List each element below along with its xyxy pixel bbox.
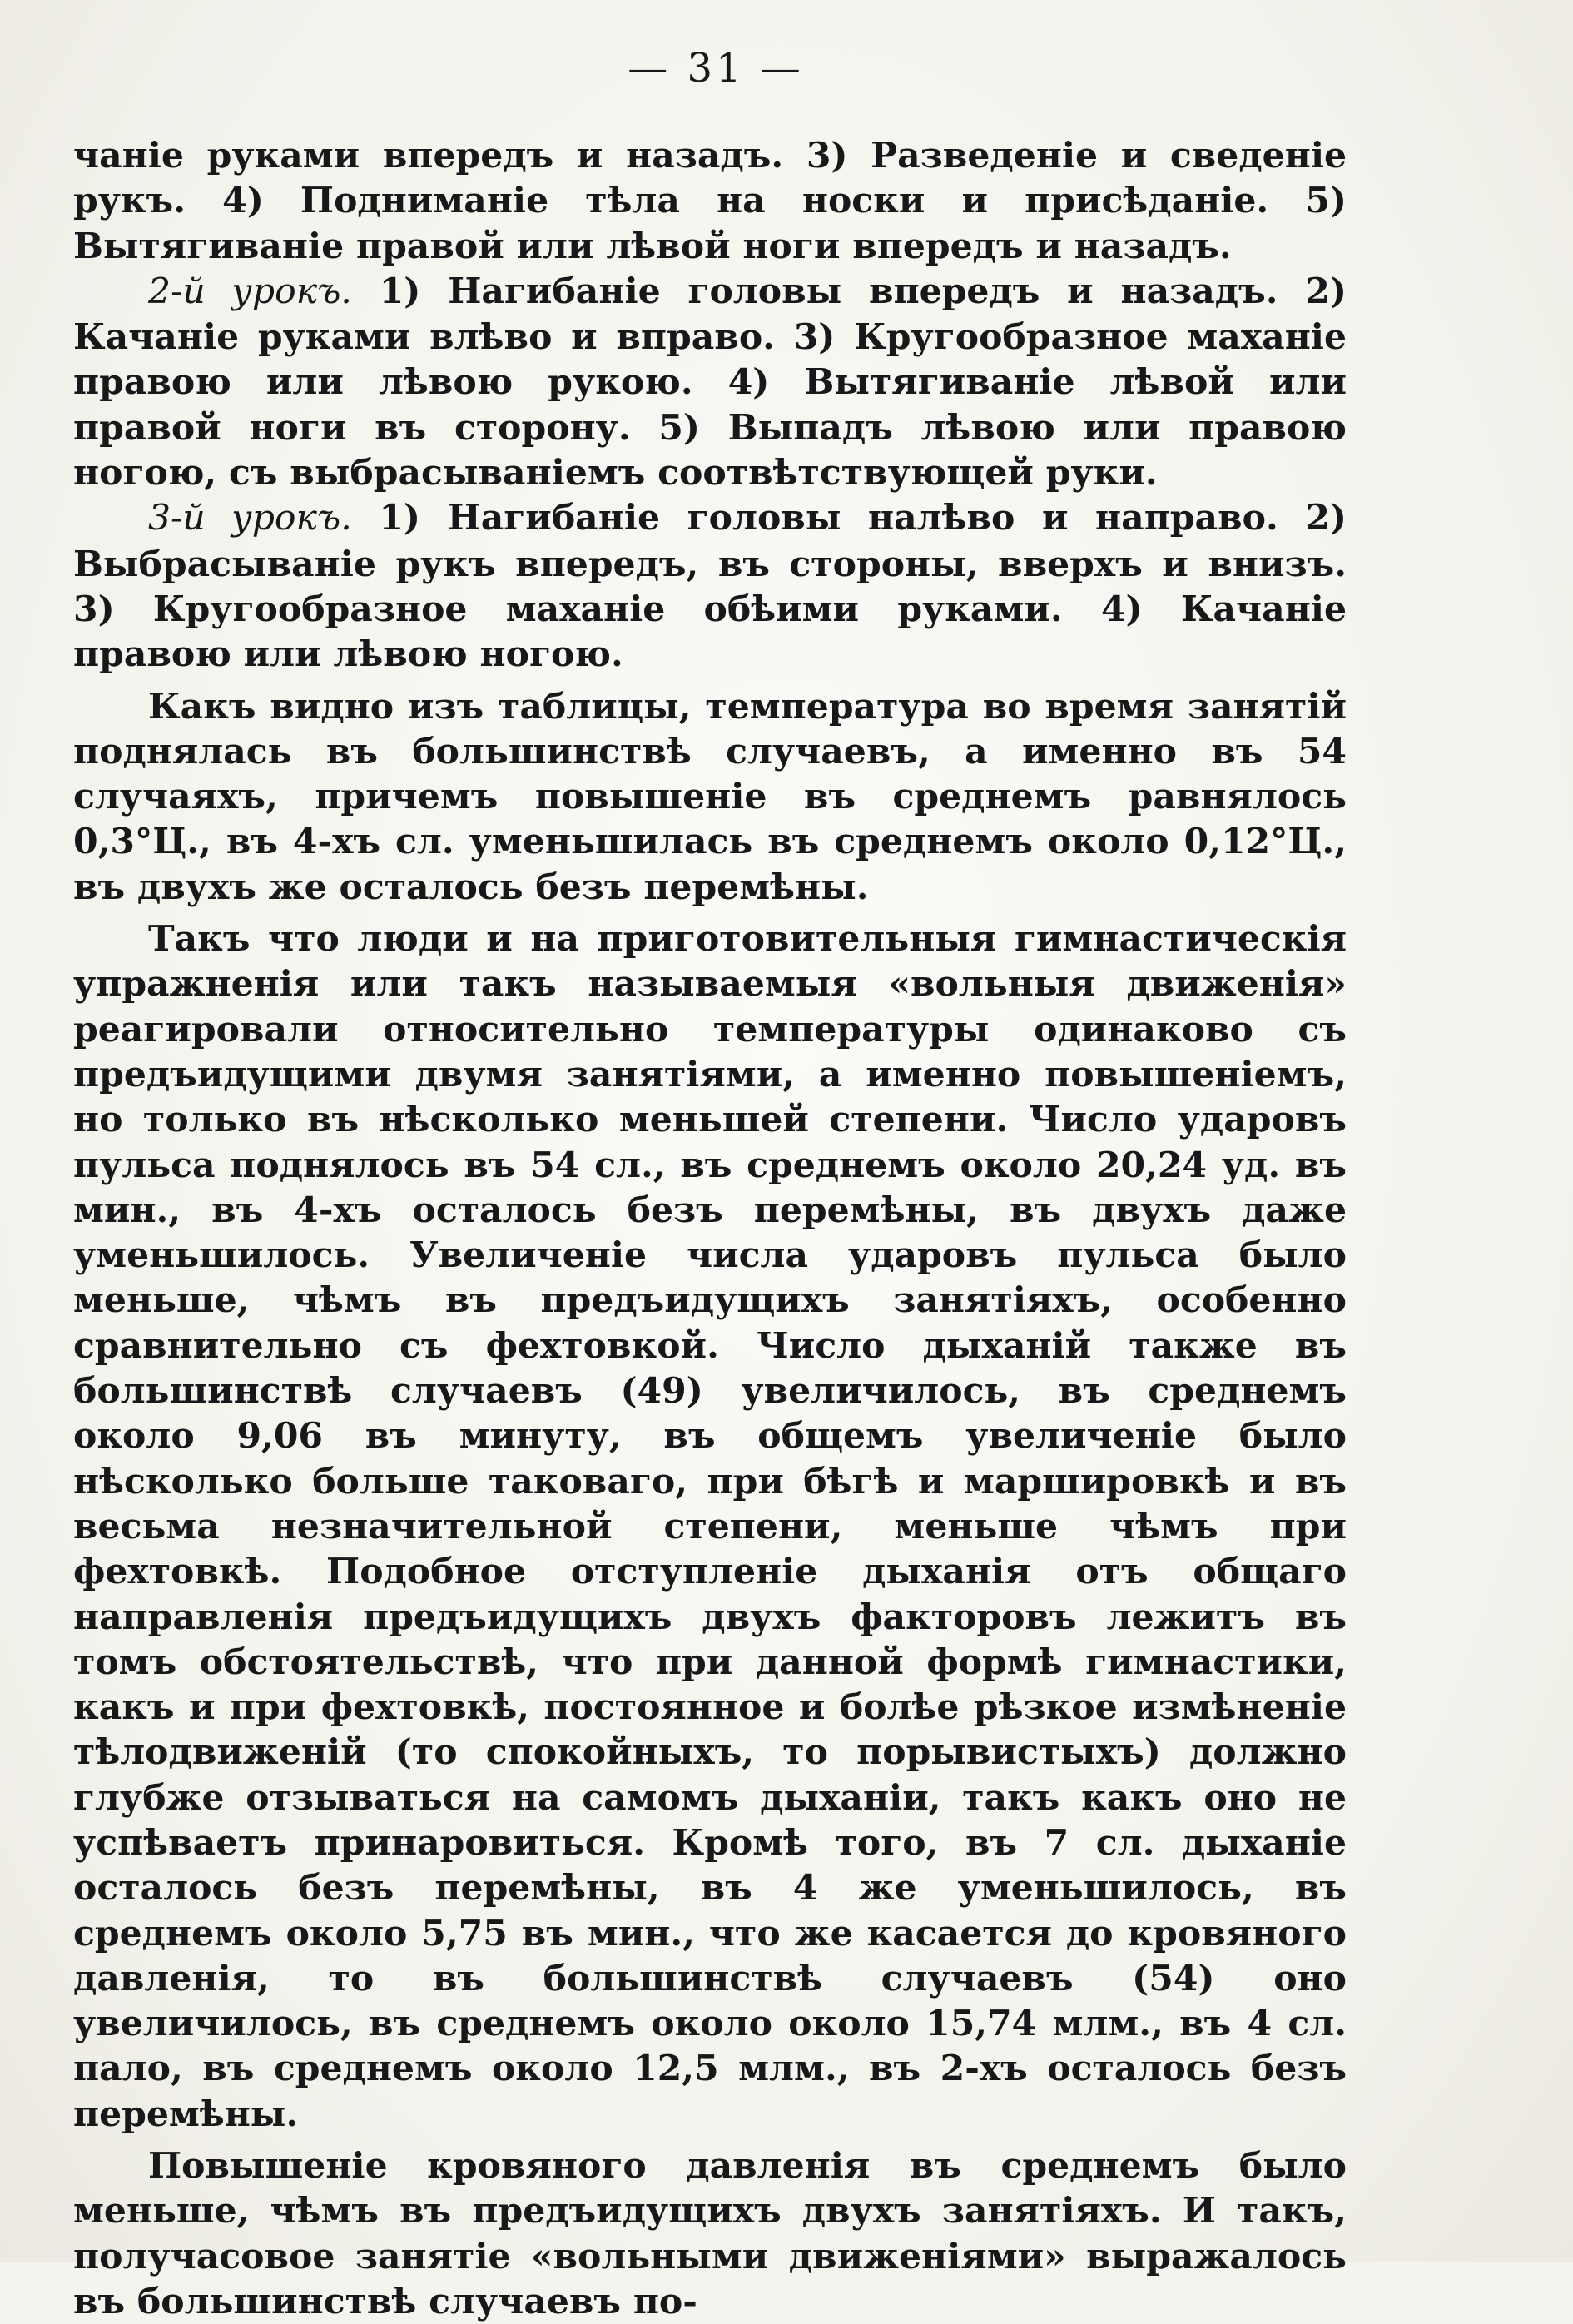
lesson-title: 2-й урокъ. [148,271,352,312]
paragraph-text: Такъ что люди и на приготовительныя гимнастическія упражненія или такъ называемыя «вольныя движенія» реагировали относительно температуры одинаково съ предъидущими двумя занятіями, а именно повышеніемъ, но только въ нѣсколько меньшей степени. Число ударовъ пульса поднялось въ 54 сл., въ среднемъ около 20,24 уд. въ мин., въ 4-хъ осталось безъ перемѣны, въ двухъ даже уменьшилось. Увеличеніе числа ударовъ пульса было меньше, чѣмъ въ предъидущихъ занятіяхъ, особенно сравнительно съ фехтовкой. Число дыханій также въ большинствѣ случаевъ (49) увеличилось, въ среднемъ около 9,06 въ минуту, въ общемъ увеличеніе было нѣсколько больше таковаго, при бѣгѣ и маршировкѣ и въ весьма незначительной степени, меньше чѣмъ при фехтовкѣ. Подобное отступленіе дыханія отъ общаго направленія предъидущихъ двухъ факторовъ лежитъ въ томъ обстоятельствѣ, что при данной формѣ гимнастики, какъ и при фехтовкѣ, постоянное и болѣе рѣзкое измѣненіе тѣлодвиженій (то спокойныхъ, то порывистыхъ) должно глубже отзываться на самомъ дыханіи, такъ какъ оно не успѣваетъ принаровиться. Кромѣ того, въ 7 сл. дыханіе осталось безъ перемѣны, въ 4 же уменьшилось, въ среднемъ около 5,75 въ мин., что же касается до кровяного давленія, то въ большинствѣ случаевъ (54) оно увеличилось, въ среднемъ около около 15,74 млм., въ 4 сл. пало, въ среднемъ около 12,5 млм., въ 2-хъ осталось безъ перемѣны. [73,918,1347,2135]
page-number: — 31 — [628,45,804,92]
paragraph-blood-pressure [73,2143,1347,2324]
paragraph-text: Повышеніе кровяного давленія въ среднемъ было меньше, чѣмъ въ предъидущихъ двухъ занятіяхъ. И такъ, получасовое занятіе «вольными движеніями» выражалось въ большинствѣ случаевъ по- [73,2145,1347,2322]
paragraph-reaction [73,916,1347,2137]
paragraph-temperature [73,684,1347,910]
paragraph-text: Какъ видно изъ таблицы, температура во время занятій поднялась въ большинствѣ случаевъ, а именно въ 54 случаяхъ, причемъ повышеніе въ среднемъ равнялось 0,3°Ц., въ 4-хъ сл. уменьшилась въ среднемъ около 0,12°Ц., въ двухъ же осталось безъ перемѣны. [73,685,1347,908]
page-text [73,133,1347,2324]
paragraph-continuation [73,133,1347,269]
paragraph-text: чаніе руками впередъ и назадъ. 3) Разведеніе и сведеніе рукъ. 4) Подниманіе тѣла на носки и присѣданіе. 5) Вытягиваніе правой или лѣвой ноги впередъ и назадъ. [73,135,1347,267]
paragraph-text: 1) Нагибаніе головы впередъ и назадъ. 2) Качаніе руками влѣво и вправо. 3) Кругообразное маханіе правою или лѣвою рукою. 4) Вытягиваніе лѣвой или правой ноги въ сторону. 5) Выпадъ лѣвою или правою ногою, съ выбрасываніемъ соотвѣтствующей руки. [73,270,1347,494]
paragraph-lesson-3 [73,495,1347,677]
paragraph-text: 1) Нагибаніе головы налѣво и направо. 2) Выбрасываніе рукъ впередъ, въ стороны, вверхъ и внизъ. 3) Кругообразное маханіе обѣими руками. 4) Качаніе правою или лѣвою ногою. [73,497,1347,676]
paragraph-lesson-2 [73,269,1347,495]
lesson-title: 3-й урокъ. [148,498,352,539]
